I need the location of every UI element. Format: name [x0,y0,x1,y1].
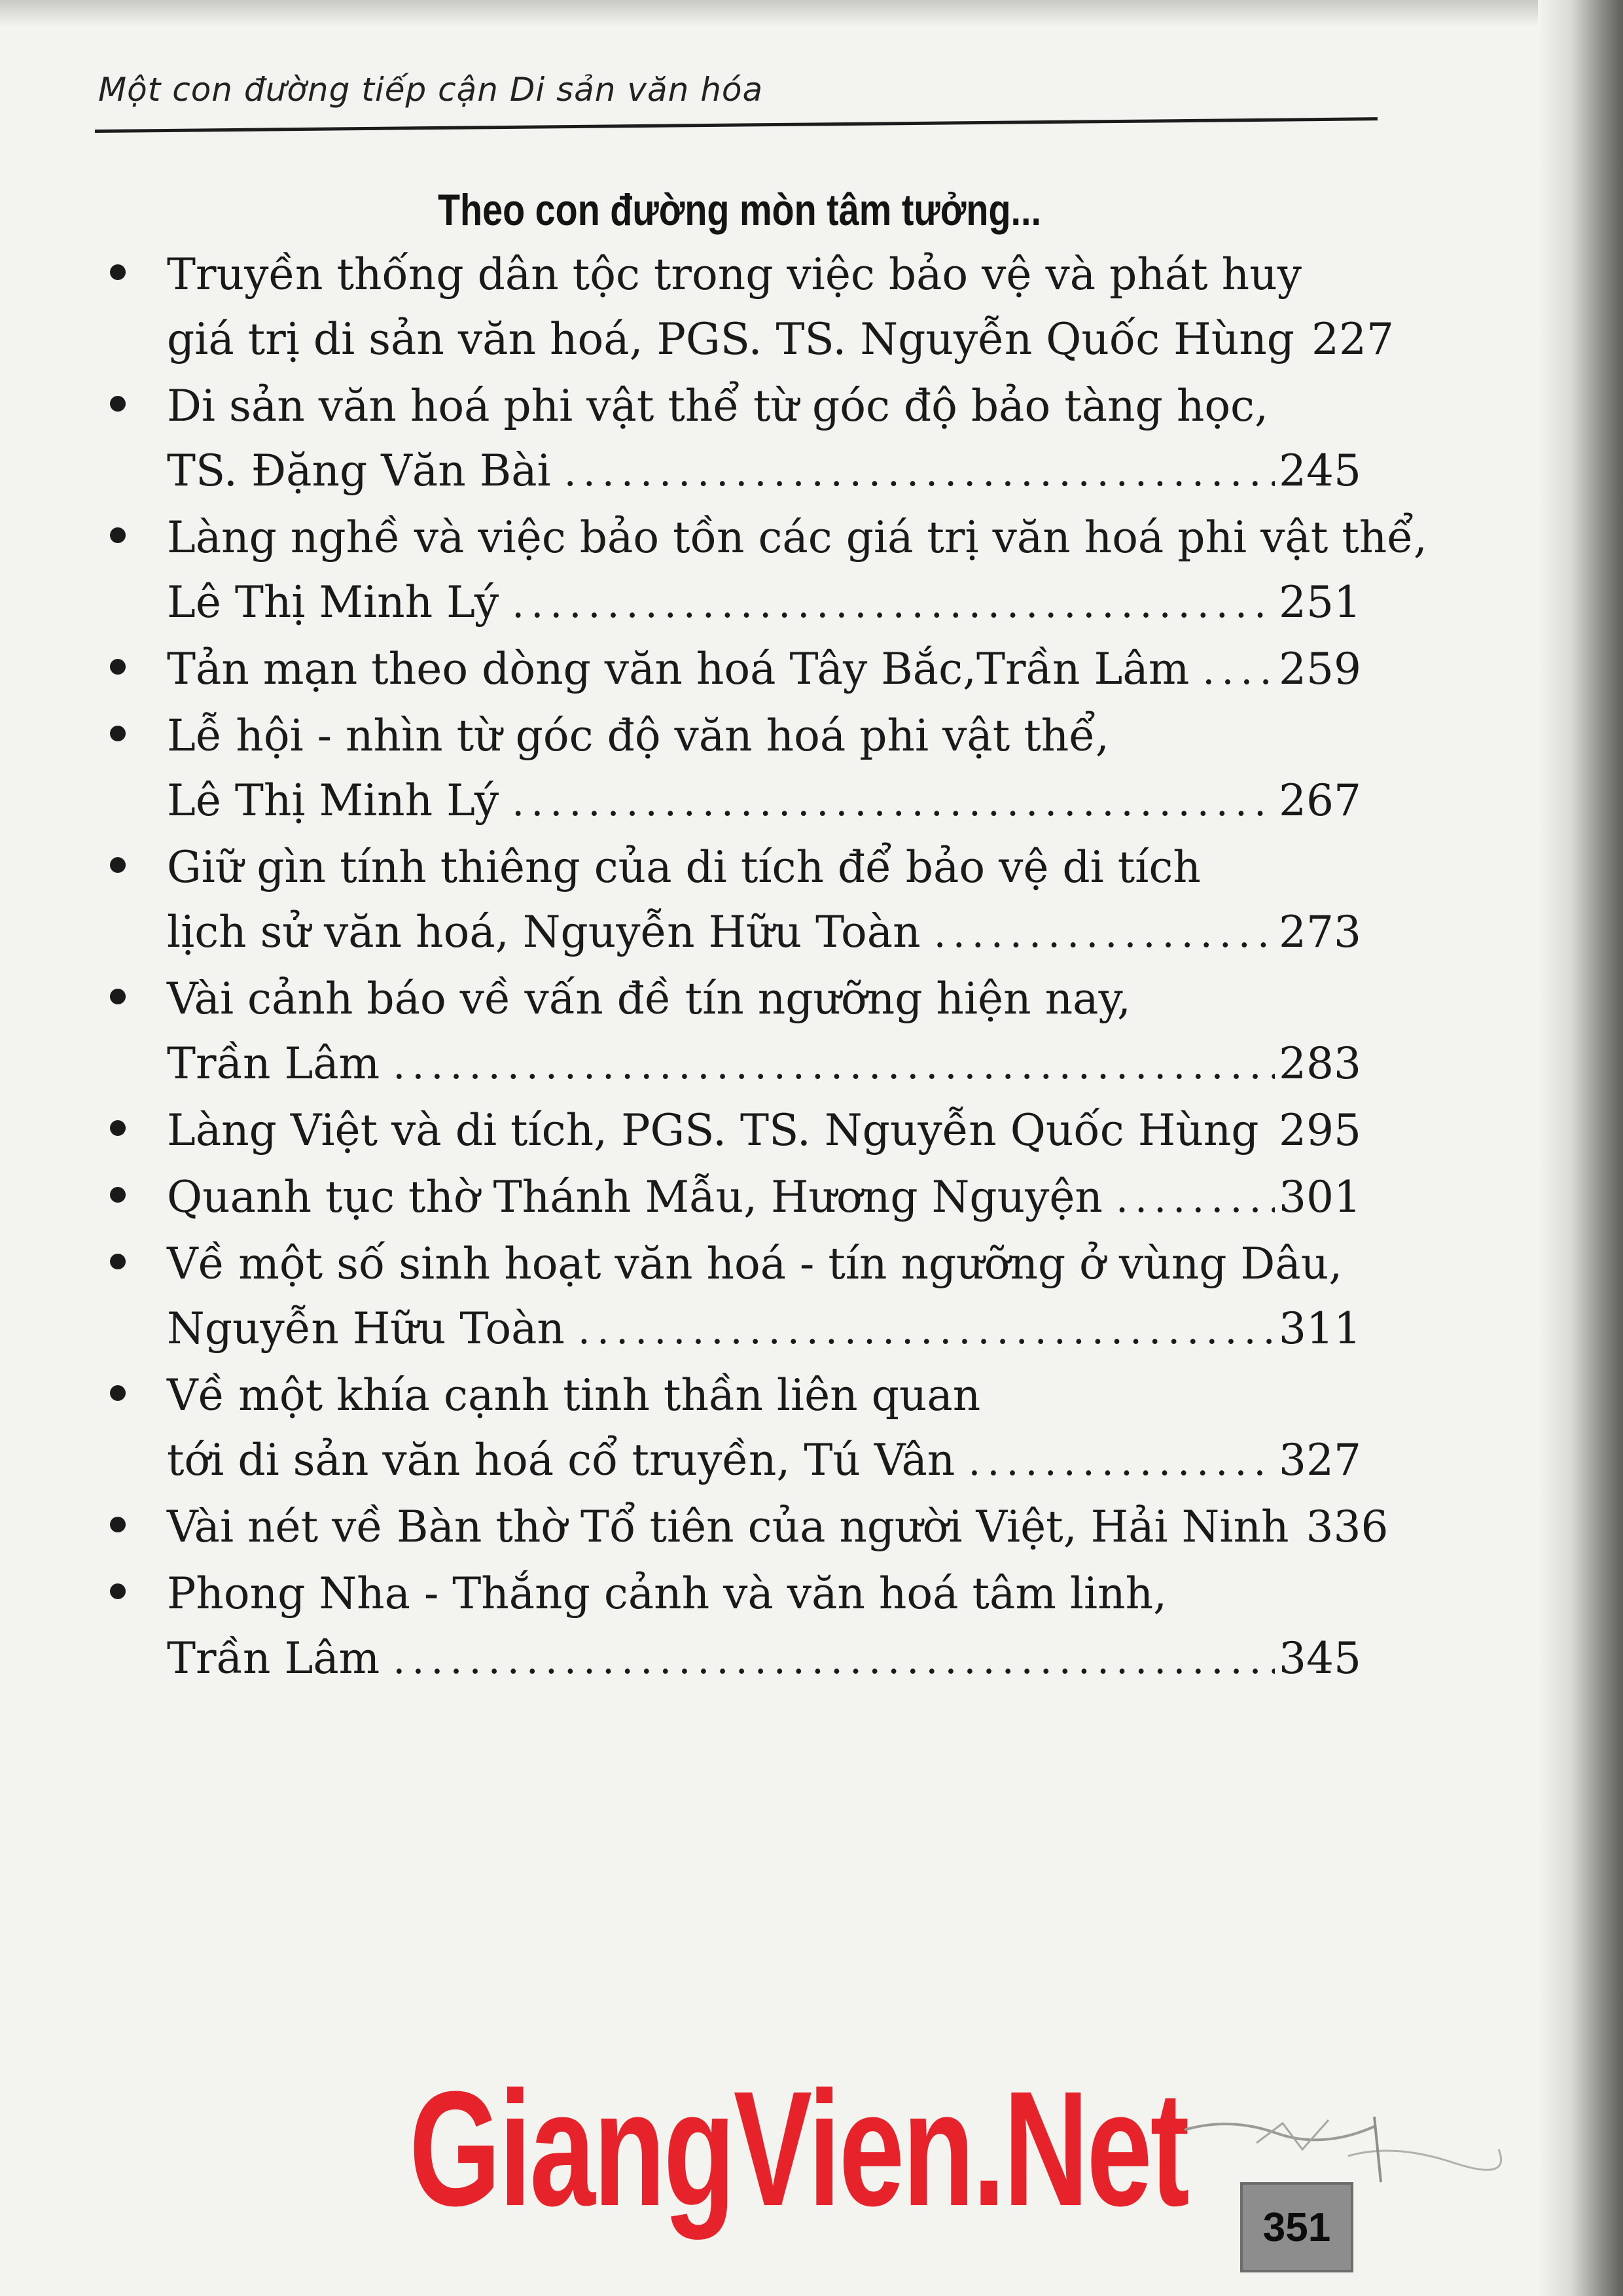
section-title: Theo con đường mòn tâm tưởng... [437,185,1042,235]
page-number: 351 [1240,2182,1353,2272]
dot-leader [564,440,1275,505]
toc-entry-text: Tản mạn theo dòng văn hoá Tây Bắc,Trần Lâm [167,644,1190,694]
bullet-icon [110,396,126,412]
toc-entry-text: Lê Thị Minh Lý [167,577,499,627]
toc-entry-text: Quanh tục thờ Thánh Mẫu, Hương Nguyện [167,1172,1103,1222]
toc-page-number: 267 [1279,775,1361,826]
dot-leader [578,1298,1275,1363]
bullet-icon [110,659,126,675]
toc-page-number: 301 [1279,1172,1361,1222]
toc-page-number: 327 [1279,1435,1361,1485]
dot-leader [968,1430,1275,1494]
toc-entry-line: Truyền thống dân tộc trong việc bảo vệ và phát huy [167,249,1302,300]
dot-leader [1202,639,1275,703]
toc-entry [105,1494,1389,1561]
bullet-icon [110,1254,126,1269]
toc-entry-line: Làng nghề và việc bảo tồn các giá trị văn hoá phi vật thể, [167,512,1427,563]
dot-leader [1272,1100,1275,1165]
toc-page-number: 345 [1279,1633,1361,1684]
toc-entry [105,1098,1361,1165]
toc-entry [105,1231,1361,1363]
bullet-icon [110,989,126,1004]
toc-page-number: 295 [1279,1105,1361,1156]
toc-entry-text: Trần Lâm [167,1633,380,1684]
toc-page-number: 311 [1279,1303,1361,1354]
bullet-icon [110,264,126,280]
toc-entry [105,637,1361,703]
toc-entry [105,835,1361,966]
toc-page-number: 251 [1279,577,1361,627]
dot-leader [393,1628,1275,1693]
toc-entry-final-line [167,1031,1361,1098]
toc-entry-text: Nguyễn Hữu Toàn [167,1303,565,1354]
dot-leader [512,572,1275,637]
dot-leader [1116,1167,1275,1231]
toc-page-number: 283 [1279,1038,1361,1089]
toc-entry [105,1561,1361,1693]
toc-page-number: 273 [1279,907,1361,957]
toc-entry-text: lịch sử văn hoá, Nguyễn Hữu Toàn [167,907,921,957]
toc-entry-line: Về một khía cạnh tinh thần liên quan [167,1370,981,1421]
bullet-icon [110,1385,126,1401]
toc-entry-final-line [167,1428,1361,1494]
toc-page-number: 259 [1279,644,1361,694]
toc-page-number: 336 [1306,1502,1389,1552]
toc-entry-final-line [167,768,1361,835]
toc-entry-final-line [167,900,1361,966]
toc-entry [105,703,1361,835]
toc-entry [105,1165,1361,1231]
page-top-shadow [0,0,1623,26]
toc-entry-text: Vài nét về Bàn thờ Tổ tiên của người Việt, Hải Ninh [167,1502,1289,1552]
toc-entry-line: Di sản văn hoá phi vật thể từ góc độ bảo tàng học, [167,381,1268,431]
toc-entry-final-line [167,1098,1361,1165]
toc-entry-text: Lê Thị Minh Lý [167,775,499,826]
toc-entry-text: Trần Lâm [167,1038,380,1089]
toc-entry-line: Phong Nha - Thắng cảnh và văn hoá tâm linh, [167,1568,1168,1619]
dot-leader [512,770,1275,835]
running-header: Một con đường tiếp cận Di sản văn hóa [98,71,764,109]
bullet-icon [110,857,126,873]
toc-entry-text: Làng Việt và di tích, PGS. TS. Nguyễn Quốc Hùng [167,1105,1259,1156]
toc-entry-line: Vài cảnh báo về vấn đề tín ngưỡng hiện nay, [167,974,1131,1024]
toc-entry-final-line [167,438,1361,505]
toc-entry-final-line [167,570,1361,637]
toc-entry-text: giá trị di sản văn hoá, PGS. TS. Nguyễn Quốc Hùng [167,314,1294,364]
toc-entry-final-line [167,1626,1361,1693]
toc-entry-final-line [167,1296,1361,1363]
dot-leader [393,1033,1275,1098]
page-edge-shadow [1538,0,1623,2296]
toc-entry-final-line [167,1165,1361,1231]
toc-entry-final-line [167,637,1361,703]
toc-entry [105,1363,1361,1494]
toc-entry [105,505,1427,637]
bullet-icon [110,1583,126,1599]
toc-entry [105,242,1394,374]
dot-leader [934,902,1275,966]
toc-entry-text: TS. Đặng Văn Bài [167,446,551,496]
toc-entry-line: Lễ hội - nhìn từ góc độ văn hoá phi vật thể, [167,711,1109,761]
toc-entry-line: Giữ gìn tính thiêng của di tích để bảo vệ di tích [167,842,1201,892]
header-rule [95,117,1378,133]
toc-entry [105,966,1361,1098]
bullet-icon [110,1517,126,1532]
watermark: GiangVien.Net [409,2057,1188,2240]
toc-entry-final-line [167,1494,1389,1561]
scribble-marks [1178,2104,1505,2195]
toc-entry-final-line [167,307,1394,374]
toc-entry-text: tới di sản văn hoá cổ truyền, Tú Vân [167,1435,955,1485]
bullet-icon [110,527,126,543]
toc-entry-line: Về một số sinh hoạt văn hoá - tín ngưỡng ở vùng Dâu, [167,1239,1343,1289]
bullet-icon [110,1187,126,1203]
toc-page-number: 227 [1311,314,1394,364]
bullet-icon [110,1120,126,1136]
bullet-icon [110,726,126,741]
table-of-contents [105,242,1427,1693]
toc-entry [105,374,1361,505]
toc-page-number: 245 [1279,446,1361,496]
